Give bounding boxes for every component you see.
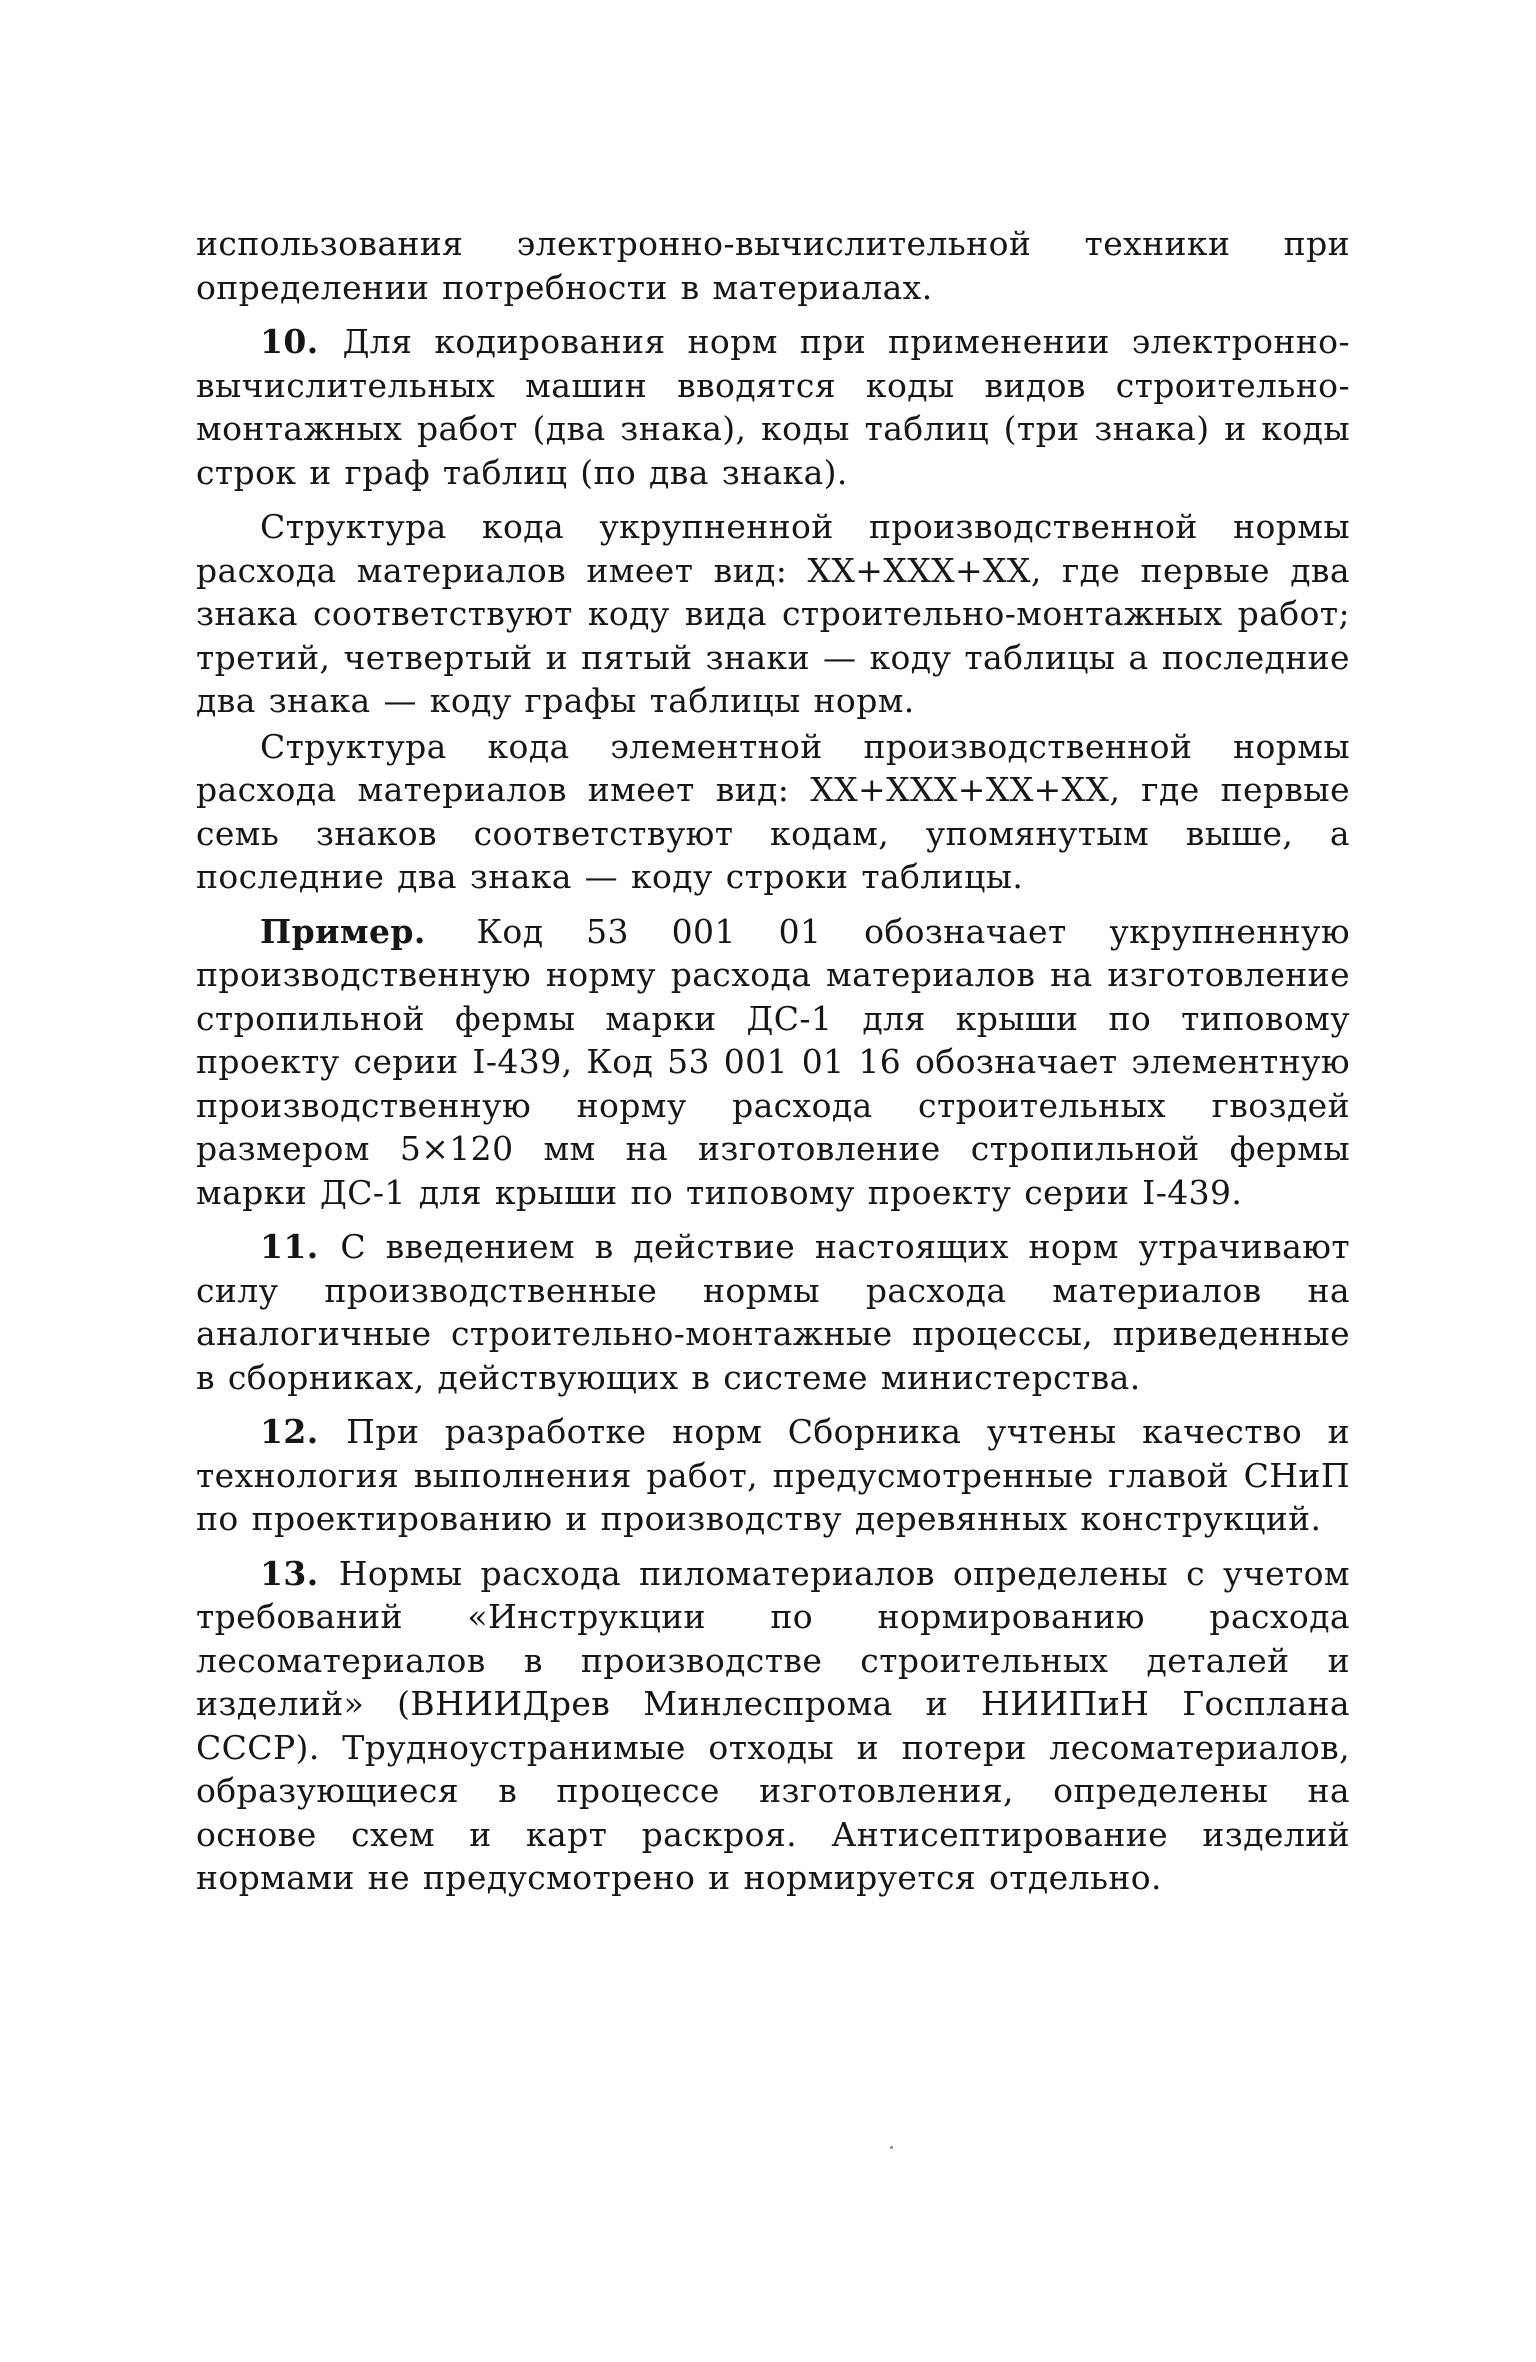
paragraph-12-number: 12.	[260, 1412, 319, 1451]
paragraph-10-text: Для кодирования норм при применении электронно-вычислительных машин вводятся коды видов строительно-монтажных работ (два знака), коды таблиц (три знака) и коды строк и граф таблиц (по два знака).	[196, 322, 1351, 492]
continuation-paragraph	[196, 222, 1350, 309]
paragraph-12-text: При разработке норм Сборника учтены качество и технология выполнения работ, предусмотренные главой СНиП по проектированию и производству деревянных конструкций.	[196, 1412, 1350, 1538]
document-page	[196, 222, 1350, 1900]
paragraph-11-text: С введением в действие настоящих норм утрачивают силу производственные нормы расхода материалов на аналогичные строительно-монтажные процессы, приведенные в сборниках, действующих в системе министерства.	[196, 1227, 1350, 1397]
element-code-structure-paragraph	[196, 725, 1350, 899]
paragraph-13-number: 13.	[260, 1553, 319, 1593]
paragraph-11-number: 11.	[260, 1227, 319, 1266]
paragraph-13-text: Нормы расхода пиломатериалов определены с учетом требований «Инструкции по нормированию расхода лесоматериалов в производстве строительных деталей и изделий» (ВНИИДрев Минлеспрома и НИИПиН Госплана СССР). Трудноустранимые отходы и потери лесоматериалов, образующиеся в процессе изготовления, определены на основе схем и карт раскроя. Антисептирование изделий нормами не предусмотрено и нормируется отдельно.	[196, 1553, 1350, 1897]
paragraph-10-number: 10.	[260, 322, 319, 361]
element-code-structure-text: Структура кода элементной производственной нормы расхода материалов имеет вид: XX+XXX+XX+XX, где первые семь знаков соответствуют кодам, упомянутым выше, а последние два знака — коду строки таблицы.	[196, 726, 1350, 896]
example-lead: Пример.	[260, 911, 426, 951]
scan-speck	[890, 2146, 893, 2149]
paragraph-11	[196, 1225, 1350, 1399]
example-text: Код 53 001 01 обозначает укрупненную производственную норму расхода материалов на изготовление стропильной фермы марки ДС-1 для крыши по типовому проекту серии І-439, Код 53 001 01 16 обозначает элементную производственную норму расхода строительных гвоздей размером 5×120 мм на изготовление стропильной фермы марки ДС-1 для крыши по типовому проекту серии І-439.	[196, 911, 1350, 1212]
paragraph-10	[196, 320, 1350, 494]
enlarged-code-structure-text: Структура кода укрупненной производственной нормы расхода материалов имеет вид: XX+XXX+XX, где первые два знака соответствуют коду вида строительно-монтажных работ; третий, четвертый и пятый знаки — коду таблицы а последние два знака — коду графы таблицы норм.	[196, 507, 1350, 720]
paragraph-13	[196, 1552, 1350, 1900]
enlarged-code-structure-paragraph	[196, 505, 1350, 723]
example-paragraph	[196, 910, 1350, 1215]
paragraph-12	[196, 1410, 1350, 1541]
continuation-text: использования электронно-вычислительной техники при определении потребности в материалах.	[196, 224, 1350, 307]
